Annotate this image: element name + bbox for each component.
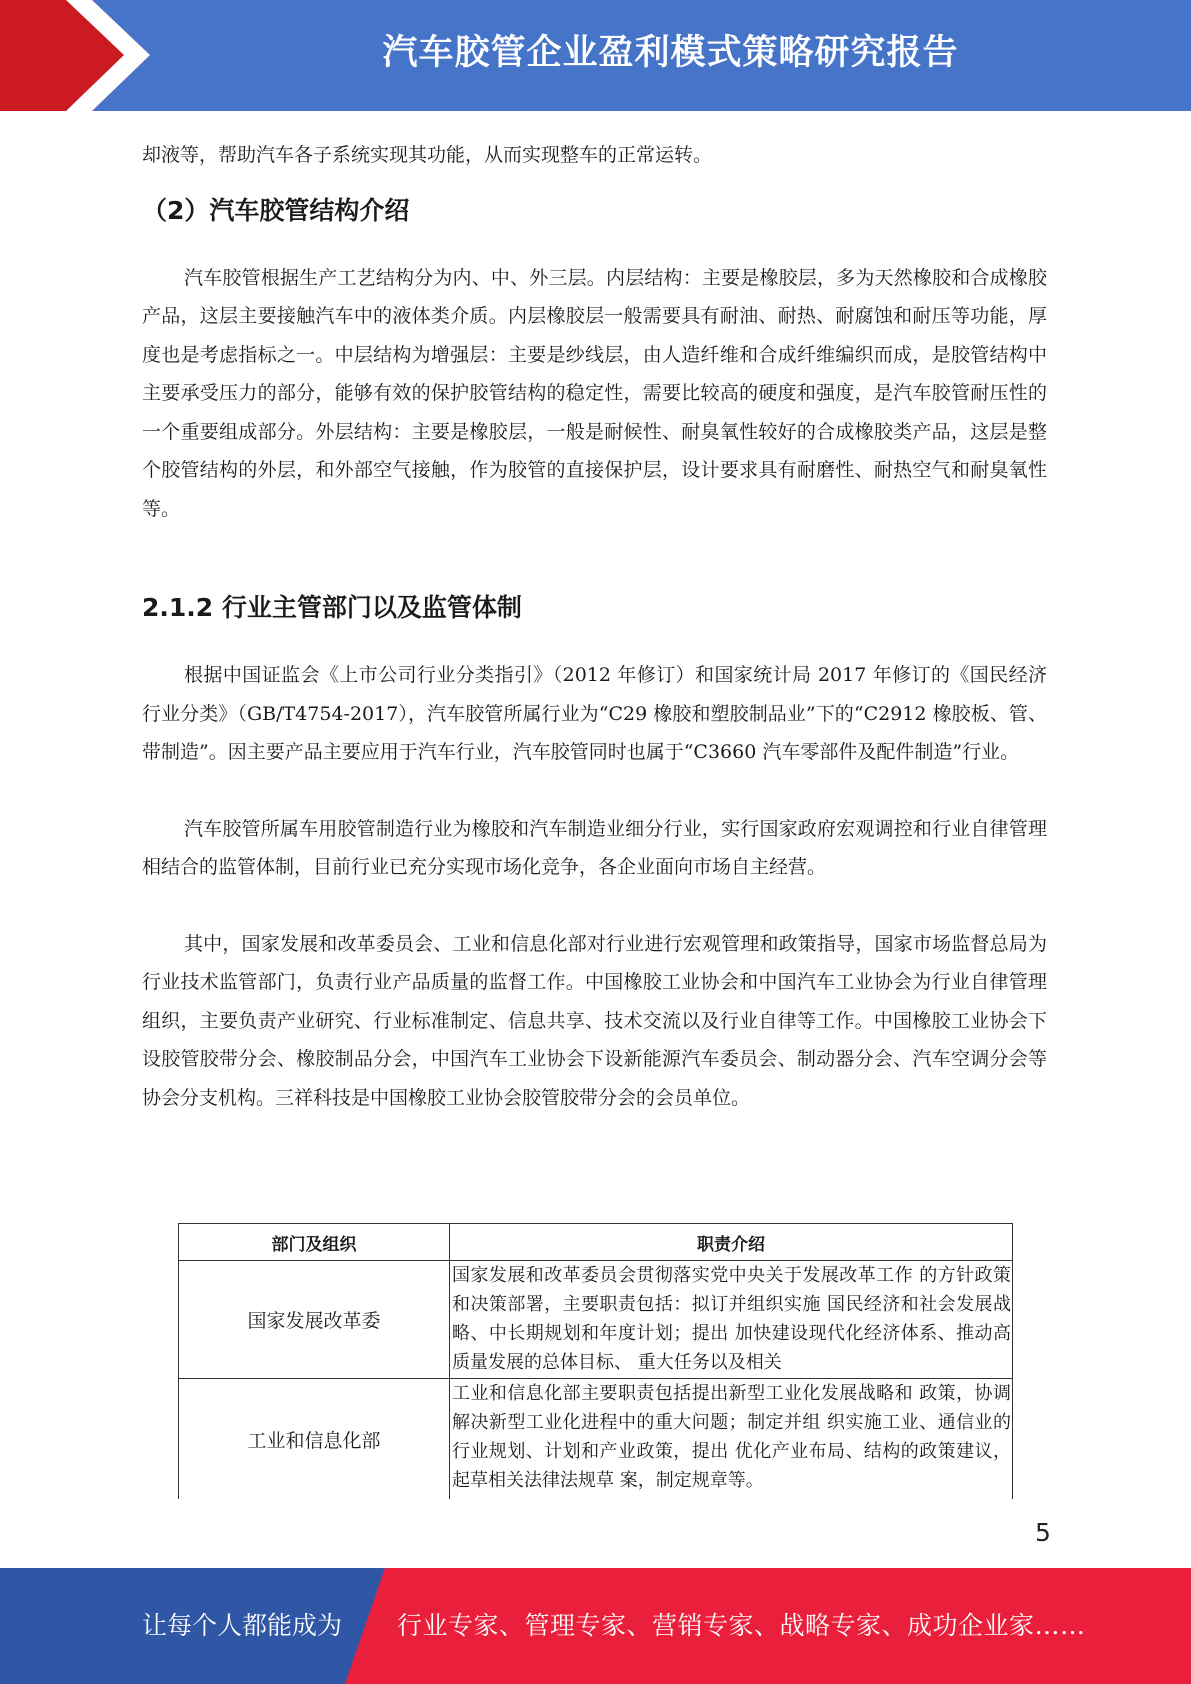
subheading-hose-structure: （2）汽车胶管结构介绍 [142, 195, 410, 225]
main-content [142, 136, 1047, 1117]
table-row [179, 1379, 1013, 1500]
footer-slogan-left: 让每个人都能成为 [142, 1611, 343, 1640]
footer-slogan-right: 行业专家、管理专家、营销专家、战略专家、成功企业家…… [397, 1611, 1086, 1640]
paragraph-industry-classification: 根据中国证监会《上市公司行业分类指引》（2012 年修订）和国家统计局 2017 年修订的《国民经济行业分类》（GB/T4754-2017），汽车胶管所属行业为“C29 橡胶和塑胶制品业”下的“C2912 橡胶板、管、带制造”。因主要产品主要应用于汽车行业，汽车胶管同时也属于“C3660 汽车零部件及配件制造”行业。 [142, 664, 1047, 763]
table-row [179, 1261, 1013, 1379]
table-cell-org: 国家发展改革委 [179, 1261, 450, 1379]
section-heading-regulation: 2.1.2 行业主管部门以及监管体制 [142, 593, 522, 622]
table-header-duties: 职责介绍 [450, 1224, 1013, 1261]
table-header-row [179, 1224, 1013, 1261]
page-header [0, 0, 1191, 111]
table-cell-desc: 国家发展和改革委员会贯彻落实党中央关于发展改革工作 的方针政策和决策部署，主要职责包括：拟订并组织实施 国民经济和社会发展战略、中长期规划和年度计划；提出 加快建设现代化经济体系、推动高质量发展的总体目标、 重大任务以及相关 [450, 1261, 1013, 1379]
paragraph-regulatory-bodies: 其中，国家发展和改革委员会、工业和信息化部对行业进行宏观管理和政策指导，国家市场监督总局为行业技术监管部门，负责行业产品质量的监督工作。中国橡胶工业协会和中国汽车工业协会为行业自律管理组织，主要负责产业研究、行业标准制定、信息共享、技术交流以及行业自律等工作。中国橡胶工业协会下设胶管胶带分会、橡胶制品分会，中国汽车工业协会下设新能源汽车委员会、制动器分会、汽车空调分会等协会分支机构。三祥科技是中国橡胶工业协会胶管胶带分会的会员单位。 [142, 932, 1047, 1109]
paragraph-continuation: 却液等，帮助汽车各子系统实现其功能，从而实现整车的正常运转。 [142, 144, 713, 166]
paragraph-regulatory-system: 汽车胶管所属车用胶管制造行业为橡胶和汽车制造业细分行业，实行国家政府宏观调控和行业自律管理相结合的监管体制，目前行业已充分实现市场化竞争，各企业面向市场自主经营。 [142, 817, 1047, 878]
table-header-department: 部门及组织 [179, 1224, 450, 1261]
paragraph-hose-structure: 汽车胶管根据生产工艺结构分为内、中、外三层。内层结构：主要是橡胶层，多为天然橡胶和合成橡胶产品，这层主要接触汽车中的液体类介质。内层橡胶层一般需要具有耐油、耐热、耐腐蚀和耐压等功能，厚度也是考虑指标之一。中层结构为增强层：主要是纱线层，由人造纤维和合成纤维编织而成，是胶管结构中主要承受压力的部分，能够有效的保护胶管结构的稳定性，需要比较高的硬度和强度，是汽车胶管耐压性的一个重要组成部分。外层结构：主要是橡胶层，一般是耐候性、耐臭氧性较好的合成橡胶类产品，这层是整个胶管结构的外层，和外部空气接触，作为胶管的直接保护层，设计要求具有耐磨性、耐热空气和耐臭氧性等。 [142, 266, 1047, 520]
table-cell-org: 工业和信息化部 [179, 1379, 450, 1500]
page-footer [0, 1568, 1191, 1684]
report-title: 汽车胶管企业盈利模式策略研究报告 [382, 33, 959, 73]
table-cell-desc: 工业和信息化部主要职责包括提出新型工业化发展战略和 政策，协调解决新型工业化进程中的重大问题；制定并组 织实施工业、通信业的行业规划、计划和产业政策，提出 优化产业布局、结构的政策建议，起草相关法律法规草 案，制定规章等。 [450, 1379, 1013, 1500]
header-arrow-decoration [0, 0, 150, 111]
page-number: 5 [1035, 1518, 1051, 1547]
departments-table [178, 1223, 1013, 1499]
